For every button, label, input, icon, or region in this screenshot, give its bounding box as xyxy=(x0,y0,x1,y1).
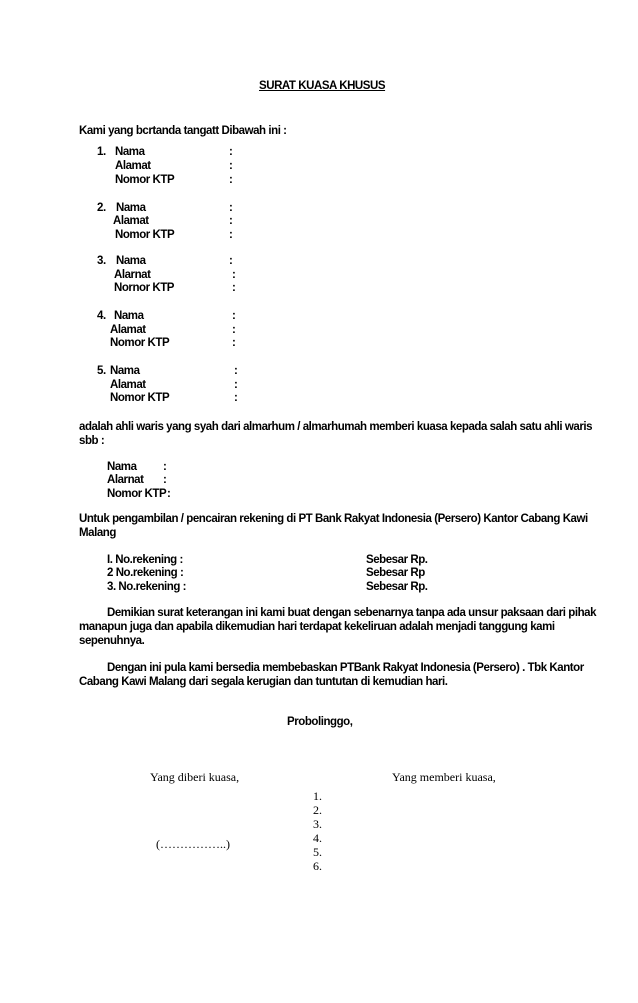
account-3-label: 3. No.rekening : xyxy=(107,581,187,593)
grantor-4-name-label: Nama xyxy=(114,310,144,322)
grantor-4-address-colon: : xyxy=(232,324,236,336)
grantor-signature-number-6: 6. xyxy=(313,859,322,873)
grantor-2-name-label: Nama xyxy=(116,202,146,214)
grantor-3-address-label: Alarnat xyxy=(114,269,151,281)
account-2-label: 2 No.rekening : xyxy=(107,567,184,579)
grantor-2-id-label: Nomor KTP xyxy=(115,229,175,241)
grantor-signature-number-3: 3. xyxy=(313,817,322,831)
release-line-1: Dengan ini pula kami bersedia membebaskan PTBank Rakyat Indonesia (Persero) . Tbk Kantor xyxy=(107,662,584,674)
purpose-line-1: Untuk pengambilan / pencairan rekening di PT Bank Rakyat Indonesia (Persero) Kantor Cabang Kawi xyxy=(79,513,588,525)
grantor-1-id-colon: : xyxy=(229,174,233,186)
recipient-id-label: Nomor KTP xyxy=(107,488,167,500)
account-3-amount: Sebesar Rp. xyxy=(366,581,428,593)
grantor-3-id-colon: : xyxy=(232,282,236,294)
intro-text: Kami yang bcrtanda tangatt Dibawah ini : xyxy=(79,125,287,137)
heirs-statement-line-2: sbb : xyxy=(79,435,105,447)
grantor-1-number: 1. xyxy=(97,146,106,158)
grantor-5-id-label: Nomor KTP xyxy=(110,392,170,404)
grantor-1-address-colon: : xyxy=(229,160,233,172)
place-date: Probolinggo, xyxy=(287,716,353,728)
grantor-4-number: 4. xyxy=(97,310,106,322)
grantor-3-address-colon: : xyxy=(232,269,236,281)
grantor-signature-number-4: 4. xyxy=(313,831,322,845)
attorney-signature-blank: (……………..) xyxy=(156,837,230,851)
grantor-signature-number-2: 2. xyxy=(313,803,322,817)
account-1-amount: Sebesar Rp. xyxy=(366,554,428,566)
statement-line-1: Demikian surat keterangan ini kami buat dengan sebenarnya tanpa ada unsur paksaan dari pihak xyxy=(107,607,597,619)
account-1-label: I. No.rekening : xyxy=(107,554,183,566)
grantor-1-name-colon: : xyxy=(229,146,233,158)
release-line-2: Cabang Kawi Malang dari segala kerugian dan tuntutan di kemudian hari. xyxy=(79,676,448,688)
grantor-3-number: 3. xyxy=(97,255,106,267)
account-2-amount: Sebesar Rp xyxy=(366,567,425,579)
grantor-5-name-label: Nama xyxy=(110,365,140,377)
grantor-5-address-colon: : xyxy=(234,379,238,391)
grantor-label: Yang memberi kuasa, xyxy=(392,770,496,784)
grantor-5-number: 5. xyxy=(97,365,106,377)
recipient-name-label: Nama xyxy=(107,461,137,473)
grantor-4-id-label: Nomor KTP xyxy=(110,337,170,349)
grantor-5-address-label: Alamat xyxy=(110,379,146,391)
grantor-3-name-colon: : xyxy=(229,255,233,267)
grantor-2-address-label: Alamat xyxy=(113,215,149,227)
grantor-signature-number-1: 1. xyxy=(313,789,322,803)
document-title: SURAT KUASA KHUSUS xyxy=(259,80,386,92)
grantor-2-id-colon: : xyxy=(229,229,233,241)
heirs-statement-line-1: adalah ahli waris yang syah dari almarhum / almarhumah memberi kuasa kepada salah satu ahli waris xyxy=(79,421,593,433)
grantor-4-id-colon: : xyxy=(232,337,236,349)
grantor-1-name-label: Nama xyxy=(115,146,145,158)
grantor-1-id-label: Nomor KTP xyxy=(115,174,175,186)
statement-line-3: sepenuhnya. xyxy=(79,635,145,647)
purpose-line-2: Malang xyxy=(79,527,116,539)
grantor-5-id-colon: : xyxy=(234,392,238,404)
recipient-address-label: Alarnat xyxy=(107,474,144,486)
grantor-3-name-label: Nama xyxy=(116,255,146,267)
grantor-2-name-colon: : xyxy=(229,202,233,214)
recipient-address-colon: : xyxy=(163,474,167,486)
grantor-2-number: 2. xyxy=(97,202,106,214)
statement-line-2: manapun juga dan apabila dikemudian hari terdapat kekeliruan adalah menjadi tanggung kami xyxy=(79,621,555,633)
grantor-signature-number-5: 5. xyxy=(313,845,322,859)
attorney-label: Yang diberi kuasa, xyxy=(150,770,240,784)
grantor-1-address-label: Alamat xyxy=(115,160,151,172)
grantor-5-name-colon: : xyxy=(234,365,238,377)
grantor-4-name-colon: : xyxy=(232,310,236,322)
grantor-4-address-label: Alamat xyxy=(110,324,146,336)
grantor-3-id-label: Nornor KTP xyxy=(114,282,175,294)
grantor-2-address-colon: : xyxy=(229,215,233,227)
recipient-name-colon: : xyxy=(163,461,167,473)
recipient-id-colon: : xyxy=(167,488,171,500)
